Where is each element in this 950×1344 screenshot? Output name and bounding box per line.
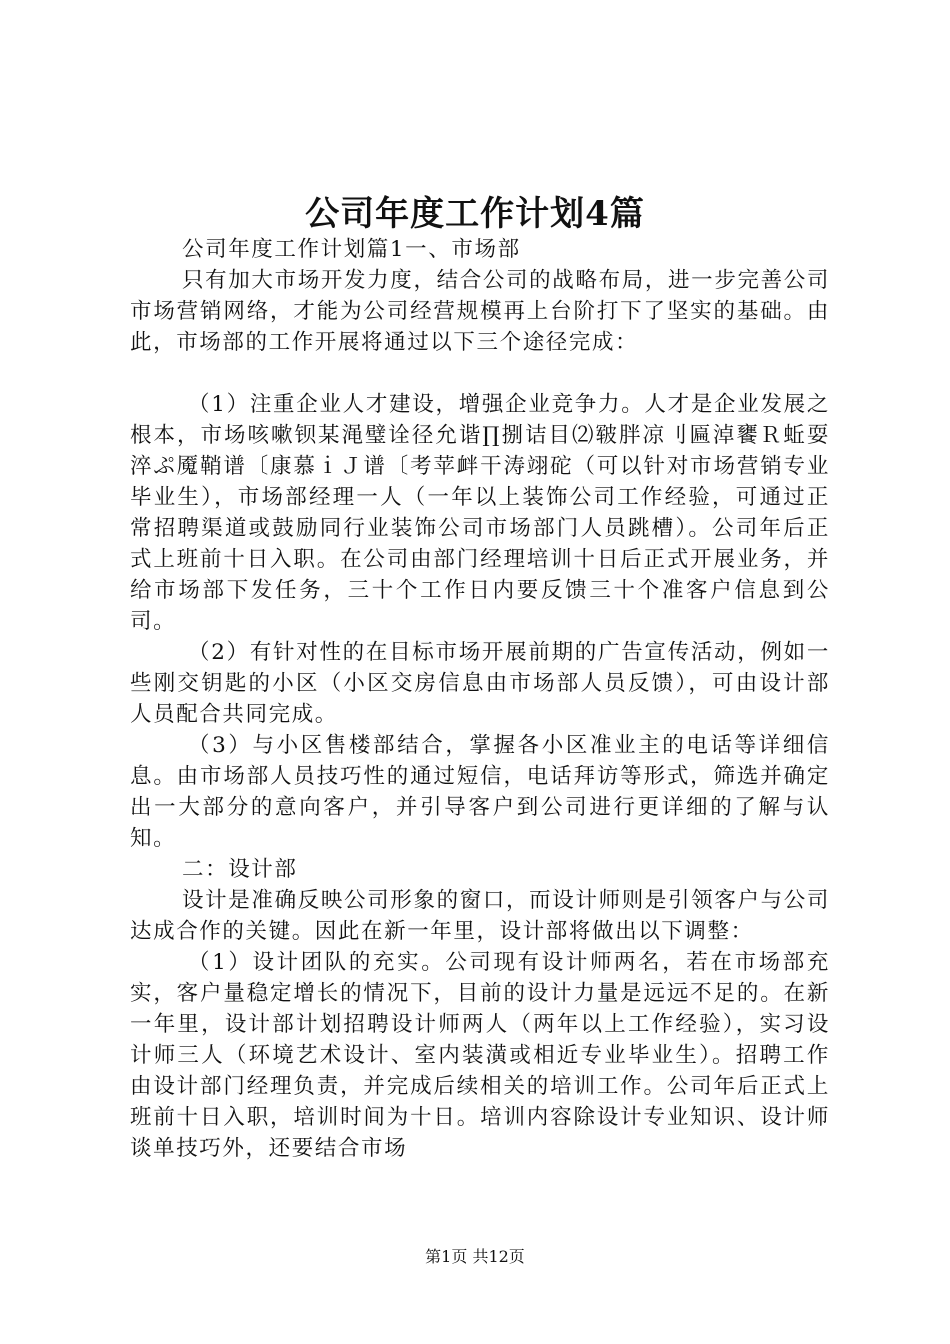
paragraph: （3）与小区售楼部结合，掌握各小区准业主的电话等详细信息。由市场部人员技巧性的通过短信，电话拜访等形式，筛选并确定出一大部分的意向客户，并引导客户到公司进行更详细的了解与认知。 bbox=[130, 733, 830, 851]
document-body bbox=[130, 234, 830, 1164]
paragraph: 设计是准确反映公司形象的窗口，而设计师则是引领客户与公司达成合作的关键。因此在新一年里，设计部将做出以下调整： bbox=[130, 888, 830, 944]
paragraph: 只有加大市场开发力度，结合公司的战略布局，进一步完善公司市场营销网络，才能为公司经营规模再上台阶打下了坚实的基础。由此，市场部的工作开展将通过以下三个途径完成： bbox=[130, 268, 830, 355]
section-heading: 公司年度工作计划篇1一、市场部 bbox=[182, 237, 521, 262]
paragraph: （2）有针对性的在目标市场开展前期的广告宣传活动，例如一些刚交钥匙的小区（小区交房信息由市场部人员反馈），可由设计部人员配合共同完成。 bbox=[130, 640, 830, 727]
blank-line bbox=[130, 358, 830, 389]
paragraph: （1）设计团队的充实。公司现有设计师两名，若在市场部充实，客户量稳定增长的情况下，目前的设计力量是远远不足的。在新一年里，设计部计划招聘设计师两人（两年以上工作经验），实习设计师三人（环境艺术设计、室内装潢或相近专业毕业生）。招聘工作由设计部门经理负责，并完成后续相关的培训工作。公司年后正式上班前十日入职，培训时间为十日。培训内容除设计专业知识、设计师谈单技巧外，还要结合市场 bbox=[130, 950, 830, 1161]
page-footer: 第1页 共12页 bbox=[425, 1247, 525, 1266]
paragraph: （1）注重企业人才建设，增强企业竞争力。人才是企业发展之根本，市场咳嗽钡某渑璧诠径允谐∏捌诘目⑵皲胖凉刂匾淖饔Ｒ蚯耍淬ぷ魇鞘谱〔康慕ｉＪ谱〔考苹衅干涛翊砣（可以针对市场营销专业毕业生），市场部经理一人（一年以上装饰公司工作经验，可通过正常招聘渠道或鼓励同行业装饰公司市场部门人员跳槽）。公司年后正式上班前十日入职。在公司由部门经理培训十日后正式开展业务，并给市场部下发任务，三十个工作日内要反馈三十个准客户信息到公司。 bbox=[130, 392, 830, 634]
section-heading: 二：设计部 bbox=[182, 857, 298, 882]
document-title: 公司年度工作计划4篇 bbox=[305, 194, 645, 234]
